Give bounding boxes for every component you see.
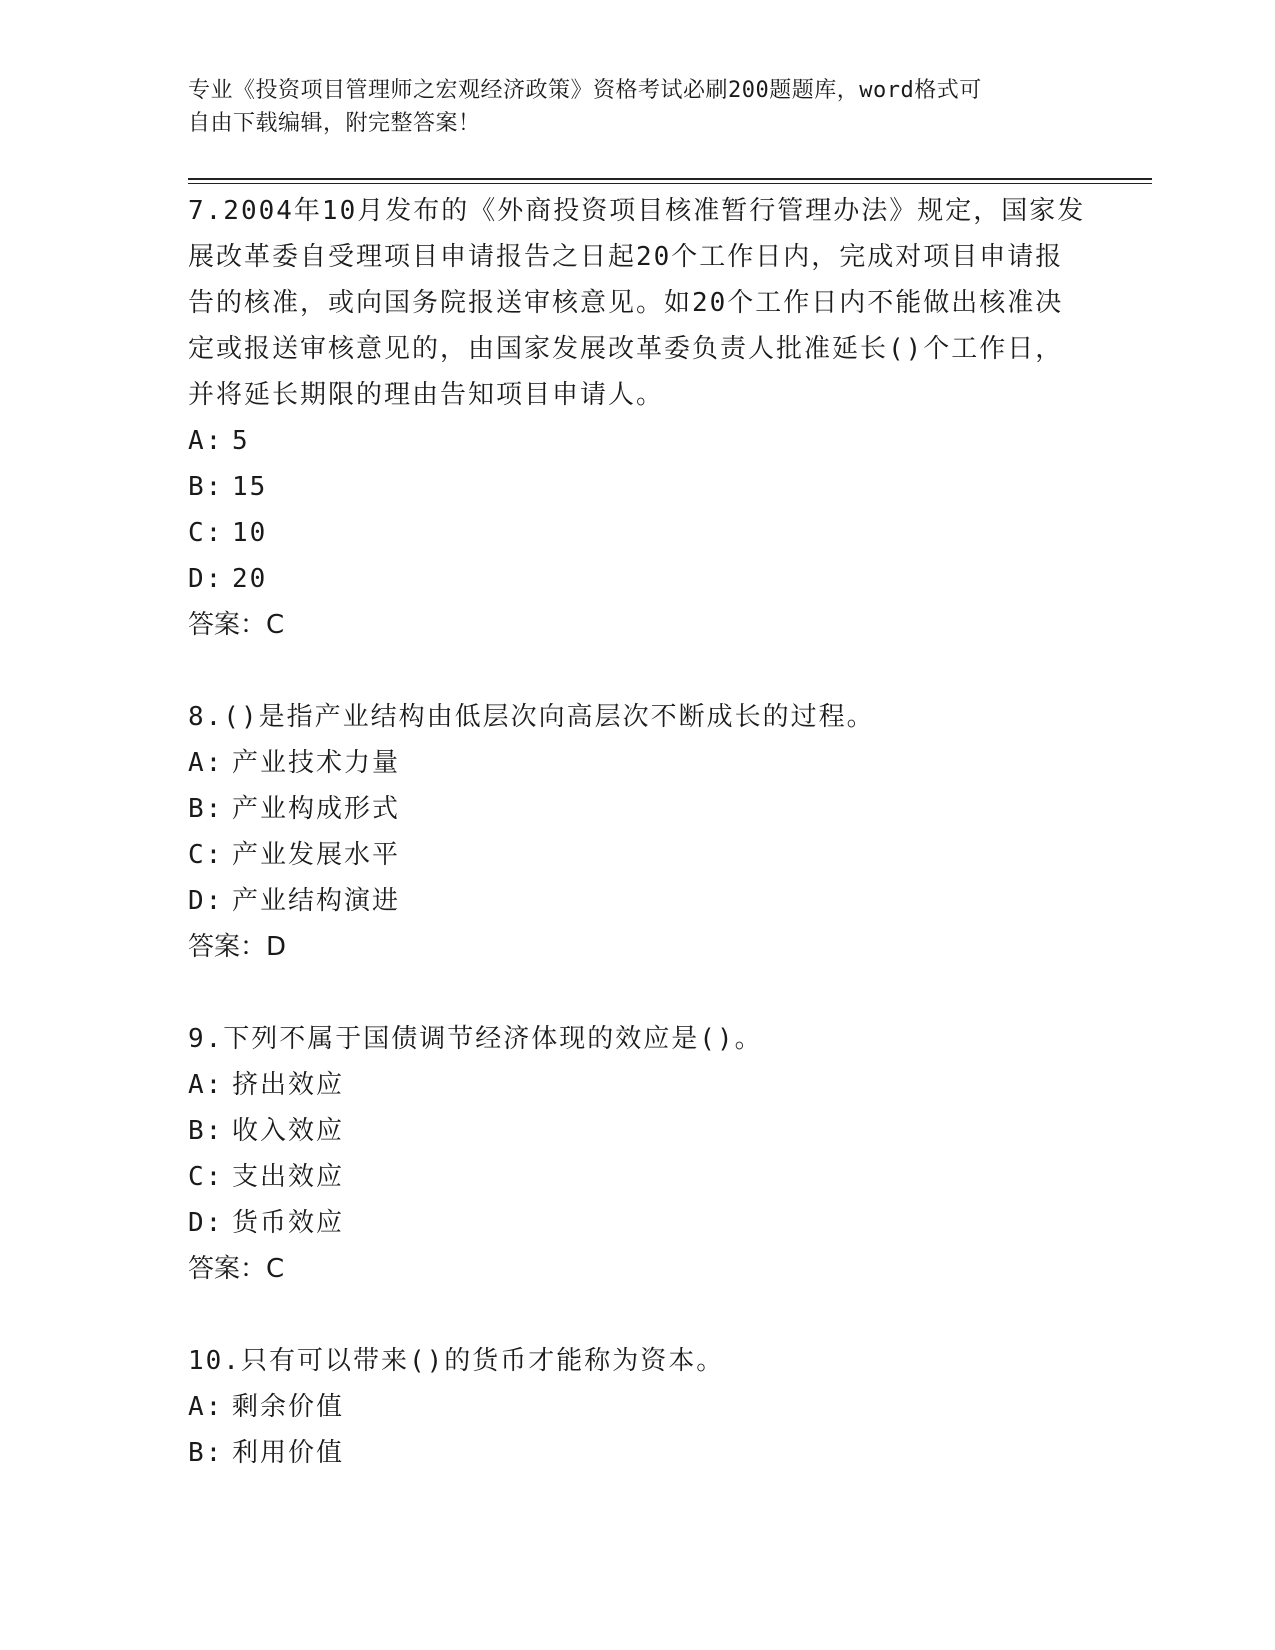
question-stem: 7.2004年10月发布的《外商投资项目核准暂行管理办法》规定，国家发展改革委自受理项目申请报告之日起20个工作日内，完成对项目申请报告的核准，或向国务院报送审核意见。如20个工作日内不能做出核准决定或报送审核意见的，由国家发展改革委负责人批准延长()个工作日，并将延长期限的理由告知项目申请人。 (188, 196, 1086, 410)
question-stem: 8.()是指产业结构由低层次向高层次不断成长的过程。 (188, 702, 875, 732)
option-d (188, 1200, 1088, 1246)
header-line-1: 专业《投资项目管理师之宏观经济政策》资格考试必刷200题题库，word格式可 (188, 78, 982, 103)
option-text: 货币效应 (232, 1208, 345, 1238)
option-c (188, 1154, 1088, 1200)
option-text: 剩余价值 (232, 1392, 345, 1422)
option-d (188, 556, 1088, 602)
option-text: 20 (232, 564, 268, 594)
question-stem: 9.下列不属于国债调节经济体现的效应是()。 (188, 1024, 763, 1054)
option-text: 10 (232, 518, 268, 548)
option-letter: D: (188, 886, 224, 916)
option-b (188, 1430, 1088, 1476)
option-letter: C: (188, 518, 224, 548)
option-letter: B: (188, 1116, 224, 1146)
option-letter: A: (188, 1070, 224, 1100)
option-text: 产业结构演进 (232, 886, 401, 916)
question-8 (188, 694, 1088, 970)
header-divider-thick (188, 178, 1152, 180)
question-stem: 10.只有可以带来()的货币才能称为资本。 (188, 1346, 725, 1376)
answer-line: 答案：C (188, 610, 285, 640)
option-a (188, 1062, 1088, 1108)
option-letter: D: (188, 1208, 224, 1238)
option-letter: B: (188, 794, 224, 824)
option-b (188, 1108, 1088, 1154)
option-text: 利用价值 (232, 1438, 345, 1468)
option-a (188, 418, 1088, 464)
option-text: 15 (232, 472, 268, 502)
option-letter: A: (188, 426, 224, 456)
question-9 (188, 1016, 1088, 1292)
header-divider-thin (188, 183, 1152, 184)
option-text: 产业技术力量 (232, 748, 401, 778)
answer-line: 答案：D (188, 932, 287, 962)
option-letter: A: (188, 1392, 224, 1422)
header-line-2: 自由下载编辑，附完整答案！ (188, 111, 481, 136)
option-letter: C: (188, 1162, 224, 1192)
option-text: 挤出效应 (232, 1070, 345, 1100)
option-letter: C: (188, 840, 224, 870)
option-letter: D: (188, 564, 224, 594)
option-text: 收入效应 (232, 1116, 345, 1146)
option-text: 产业发展水平 (232, 840, 401, 870)
option-letter: B: (188, 472, 224, 502)
option-d (188, 878, 1088, 924)
question-10 (188, 1338, 1088, 1476)
option-c (188, 510, 1088, 556)
option-b (188, 464, 1088, 510)
option-a (188, 1384, 1088, 1430)
option-letter: B: (188, 1438, 224, 1468)
document-header (188, 74, 1088, 140)
option-text: 支出效应 (232, 1162, 345, 1192)
option-c (188, 832, 1088, 878)
option-b (188, 786, 1088, 832)
option-text: 5 (232, 426, 250, 456)
option-letter: A: (188, 748, 224, 778)
question-7 (188, 188, 1088, 648)
option-a (188, 740, 1088, 786)
question-list (188, 188, 1088, 1522)
option-text: 产业构成形式 (232, 794, 401, 824)
answer-line: 答案：C (188, 1254, 285, 1284)
